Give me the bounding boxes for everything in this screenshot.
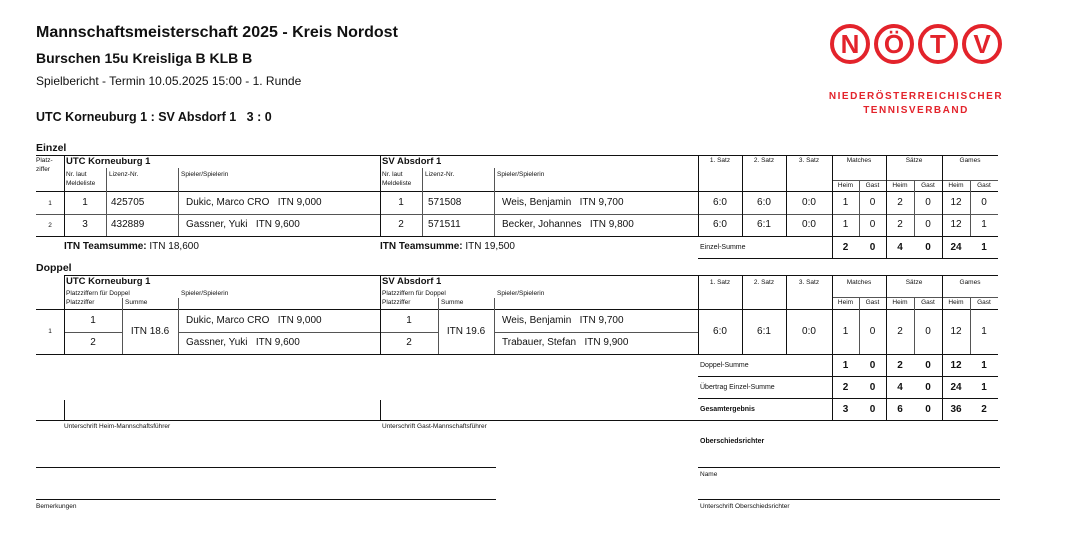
rule bbox=[380, 400, 381, 420]
rule bbox=[36, 236, 998, 237]
page-title: Mannschaftsmeisterschaft 2025 - Kreis Nordost bbox=[36, 24, 398, 41]
rule bbox=[36, 214, 998, 215]
matches-home: 1 bbox=[842, 197, 849, 208]
matches-away: 0 bbox=[869, 197, 876, 208]
games-away: 0 bbox=[981, 197, 987, 208]
away-player-2 bbox=[502, 337, 628, 348]
label-saetze: Sätze bbox=[905, 279, 923, 286]
player-name: Dukic, Marco CRO bbox=[186, 197, 270, 208]
label-games: Games bbox=[959, 157, 981, 164]
player-name: Trabauer, Stefan bbox=[502, 337, 577, 348]
label-gast: Gast bbox=[977, 299, 991, 306]
logo-letter: T bbox=[918, 24, 958, 64]
rule bbox=[698, 275, 699, 354]
logo-letter: Ö bbox=[874, 24, 914, 64]
label-satz1: 1. Satz bbox=[709, 279, 731, 286]
label-spieler: Spieler/Spielerin bbox=[497, 290, 545, 297]
label-lizenz: Lizenz-Nr. bbox=[425, 171, 455, 178]
games-away: 1 bbox=[981, 219, 987, 230]
label-spieler: Spieler/Spielerin bbox=[181, 290, 229, 297]
remarks-line bbox=[36, 467, 496, 468]
logo-line1: NIEDERÖSTERREICHISCHER bbox=[828, 91, 1004, 102]
rule bbox=[494, 332, 698, 333]
osr-signature-line bbox=[698, 499, 1000, 500]
label-meldeliste: Meldeliste bbox=[382, 180, 412, 187]
sum-games-home: 12 bbox=[950, 360, 962, 371]
label-gast: Gast bbox=[977, 182, 991, 189]
rule bbox=[942, 275, 943, 354]
label-spieler: Spieler/Spielerin bbox=[497, 171, 545, 178]
away-license: 571508 bbox=[428, 197, 462, 208]
label-gast: Gast bbox=[921, 182, 935, 189]
sum-matches-away: 0 bbox=[869, 360, 876, 371]
set3: 0:0 bbox=[802, 219, 816, 230]
rule bbox=[742, 275, 743, 354]
home-summe: ITN 18.6 bbox=[130, 326, 170, 337]
set3: 0:0 bbox=[802, 197, 816, 208]
player-name: Weis, Benjamin bbox=[502, 197, 572, 208]
home-license: 432889 bbox=[111, 219, 145, 230]
label-satz2: 2. Satz bbox=[753, 279, 775, 286]
sum-sets-home: 4 bbox=[897, 242, 903, 253]
label-doppel-summe: Doppel-Summe bbox=[700, 362, 749, 369]
sum-games-home: 24 bbox=[950, 242, 962, 253]
sets-home: 2 bbox=[897, 197, 903, 208]
label-lizenz: Lizenz-Nr. bbox=[109, 171, 139, 178]
report-info: Spielbericht - Termin 10.05.2025 15:00 - 1. Runde bbox=[36, 74, 302, 88]
sets-away: 0 bbox=[925, 326, 931, 337]
home-teamsumme bbox=[64, 241, 199, 252]
label-gast: Gast bbox=[865, 299, 880, 306]
rule bbox=[698, 258, 998, 259]
sum-sets-home: 2 bbox=[897, 360, 903, 371]
set1: 6:0 bbox=[713, 219, 727, 230]
label-gast: Gast bbox=[921, 299, 935, 306]
home-pz2: 2 bbox=[90, 337, 96, 348]
label-bemerkungen: Bemerkungen bbox=[36, 503, 77, 510]
label-satz3: 3. Satz bbox=[798, 157, 820, 164]
label-heim: Heim bbox=[837, 299, 854, 306]
sum-games-home: 24 bbox=[950, 382, 962, 393]
total-games-home: 36 bbox=[950, 404, 962, 415]
label-platzziffer: Platzziffer bbox=[382, 299, 411, 306]
rule bbox=[698, 376, 998, 377]
sum-games-away: 1 bbox=[981, 382, 987, 393]
away-player bbox=[502, 219, 634, 230]
sum-sets-away: 0 bbox=[925, 242, 931, 253]
sum-games-away: 1 bbox=[981, 360, 987, 371]
player-itn: ITN 9,600 bbox=[255, 219, 300, 230]
matches-home: 1 bbox=[842, 219, 849, 230]
label-platzziffer: Platzziffer bbox=[66, 299, 95, 306]
label-games: Games bbox=[959, 279, 981, 286]
away-pz1: 1 bbox=[406, 315, 412, 326]
label-summe: Summe bbox=[441, 299, 464, 306]
away-player bbox=[502, 197, 624, 208]
home-player-1 bbox=[186, 315, 322, 326]
player-name: Dukic, Marco CRO bbox=[186, 315, 270, 326]
rule bbox=[64, 400, 65, 420]
set3: 0:0 bbox=[802, 326, 816, 337]
away-pz2: 2 bbox=[406, 337, 412, 348]
rule bbox=[832, 275, 833, 354]
name-line bbox=[698, 467, 1000, 468]
games-away: 1 bbox=[981, 326, 987, 337]
sum-matches-home: 2 bbox=[842, 242, 849, 253]
matches-home: 1 bbox=[842, 326, 849, 337]
sets-home: 2 bbox=[897, 219, 903, 230]
label-gesamt: Gesamtergebnis bbox=[700, 406, 755, 413]
player-itn: ITN 9,000 bbox=[277, 315, 322, 326]
rule bbox=[106, 168, 107, 236]
label-pz-doppel: Platzziffern für Doppel bbox=[382, 290, 446, 297]
match-title bbox=[36, 110, 272, 124]
away-team-name: SV Absdorf 1 bbox=[382, 156, 442, 167]
match-score: 3 : 0 bbox=[246, 110, 272, 124]
games-home: 12 bbox=[950, 197, 962, 208]
sum-sets-away: 0 bbox=[925, 382, 931, 393]
match-teams: UTC Korneuburg 1 : SV Absdorf 1 bbox=[36, 110, 237, 124]
label-heim: Heim bbox=[837, 182, 854, 189]
home-team-name: UTC Korneuburg 1 bbox=[66, 276, 151, 287]
player-name: Weis, Benjamin bbox=[502, 315, 572, 326]
label-heim: Heim bbox=[892, 299, 908, 306]
sum-matches-home: 1 bbox=[842, 360, 849, 371]
label-spieler: Spieler/Spielerin bbox=[181, 171, 229, 178]
rule bbox=[64, 332, 122, 333]
sets-home: 2 bbox=[897, 326, 903, 337]
label-heim: Heim bbox=[948, 182, 964, 189]
away-nr: 1 bbox=[398, 197, 404, 208]
label-nr-laut: Nr. laut bbox=[66, 171, 87, 178]
home-team-name: UTC Korneuburg 1 bbox=[66, 156, 151, 167]
player-itn: ITN 9,700 bbox=[579, 197, 624, 208]
rule bbox=[494, 168, 495, 236]
label-satz2: 2. Satz bbox=[753, 157, 775, 164]
player-itn: ITN 9,600 bbox=[255, 337, 300, 348]
sum-matches-home: 2 bbox=[842, 382, 849, 393]
set2: 6:0 bbox=[757, 197, 771, 208]
label-matches: Matches bbox=[846, 157, 872, 164]
signature-line bbox=[36, 420, 698, 421]
away-player-1 bbox=[502, 315, 624, 326]
total-sets-home: 6 bbox=[897, 404, 903, 415]
label-platzziffer: ziffer bbox=[36, 166, 50, 173]
rule bbox=[380, 332, 438, 333]
sum-matches-away: 0 bbox=[869, 242, 876, 253]
platzziffer: 1 bbox=[48, 200, 52, 207]
label-einzel-summe: Einzel-Summe bbox=[700, 244, 746, 251]
label-nr-laut: Nr. laut bbox=[382, 171, 403, 178]
set1: 6:0 bbox=[713, 197, 727, 208]
away-nr: 2 bbox=[398, 219, 404, 230]
home-pz1: 1 bbox=[90, 315, 96, 326]
set1: 6:0 bbox=[713, 326, 727, 337]
rule bbox=[36, 354, 998, 355]
label-pz-doppel: Platzziffern für Doppel bbox=[66, 290, 130, 297]
teamsumme-label: ITN Teamsumme: bbox=[64, 241, 147, 252]
player-name: Gassner, Yuki bbox=[186, 337, 248, 348]
total-sets-away: 0 bbox=[925, 404, 931, 415]
teamsumme-value: ITN 18,600 bbox=[149, 241, 199, 252]
label-satz1: 1. Satz bbox=[709, 157, 731, 164]
platzziffer: 1 bbox=[48, 328, 52, 335]
set2: 6:1 bbox=[757, 219, 771, 230]
player-name: Becker, Johannes bbox=[502, 219, 582, 230]
away-teamsumme bbox=[380, 241, 515, 252]
sets-away: 0 bbox=[925, 219, 931, 230]
label-saetze: Sätze bbox=[905, 157, 923, 164]
sets-away: 0 bbox=[925, 197, 931, 208]
section-doppel: Doppel bbox=[36, 262, 72, 274]
sum-games-away: 1 bbox=[981, 242, 987, 253]
player-itn: ITN 9,000 bbox=[277, 197, 322, 208]
home-nr: 3 bbox=[82, 219, 88, 230]
total-games-away: 2 bbox=[981, 404, 987, 415]
remarks-line bbox=[36, 499, 496, 500]
rule bbox=[698, 420, 998, 421]
home-license: 425705 bbox=[111, 197, 145, 208]
teamsumme-label: ITN Teamsumme: bbox=[380, 241, 463, 252]
league-name: Burschen 15u Kreisliga B KLB B bbox=[36, 50, 253, 66]
player-itn: ITN 9,900 bbox=[584, 337, 629, 348]
label-heim: Heim bbox=[948, 299, 964, 306]
label-summe: Summe bbox=[125, 299, 148, 306]
rule bbox=[494, 298, 495, 354]
label-heim: Heim bbox=[892, 182, 908, 189]
away-license: 571511 bbox=[428, 219, 461, 230]
games-home: 12 bbox=[950, 219, 962, 230]
label-unterschrift-osr: Unterschrift Oberschiedsrichter bbox=[700, 503, 790, 510]
label-uebertrag: Übertrag Einzel-Summe bbox=[700, 384, 775, 391]
home-nr: 1 bbox=[82, 197, 88, 208]
games-home: 12 bbox=[950, 326, 962, 337]
rule bbox=[786, 275, 787, 354]
rule bbox=[36, 309, 998, 310]
home-player-2 bbox=[186, 337, 300, 348]
rule bbox=[178, 298, 179, 354]
total-matches-home: 3 bbox=[842, 404, 849, 415]
logo-letter: V bbox=[962, 24, 1002, 64]
rule bbox=[178, 332, 380, 333]
sum-sets-away: 0 bbox=[925, 360, 931, 371]
label-matches: Matches bbox=[846, 279, 872, 286]
rule bbox=[832, 297, 998, 298]
home-player bbox=[186, 197, 322, 208]
rule bbox=[64, 275, 998, 276]
set2: 6:1 bbox=[757, 326, 771, 337]
label-satz3: 3. Satz bbox=[798, 279, 820, 286]
matches-away: 0 bbox=[869, 219, 876, 230]
logo-letter: N bbox=[830, 24, 870, 64]
noetv-logo bbox=[826, 24, 1006, 76]
home-player bbox=[186, 219, 300, 230]
label-platzziffer: Platz- bbox=[36, 157, 53, 164]
rule bbox=[178, 168, 179, 236]
total-matches-away: 0 bbox=[869, 404, 876, 415]
logo-line2: TENNISVERBAND bbox=[863, 105, 969, 116]
label-oberschiedsrichter: Oberschiedsrichter bbox=[700, 438, 765, 445]
label-gast: Gast bbox=[865, 182, 880, 189]
player-name: Gassner, Yuki bbox=[186, 219, 248, 230]
rule bbox=[422, 168, 423, 236]
label-meldeliste: Meldeliste bbox=[66, 180, 96, 187]
player-itn: ITN 9,800 bbox=[589, 219, 634, 230]
rule bbox=[36, 191, 998, 192]
rule bbox=[832, 180, 998, 181]
section-einzel: Einzel bbox=[36, 142, 67, 154]
sum-sets-home: 4 bbox=[897, 382, 903, 393]
label-name: Name bbox=[700, 471, 718, 478]
rule bbox=[698, 398, 998, 399]
label-unterschrift-gast: Unterschrift Gast-Mannschaftsführer bbox=[382, 423, 487, 430]
rule bbox=[886, 275, 887, 354]
rule bbox=[36, 155, 998, 156]
teamsumme-value: ITN 19,500 bbox=[465, 241, 515, 252]
platzziffer: 2 bbox=[48, 222, 52, 229]
label-unterschrift-heim: Unterschrift Heim-Mannschaftsführer bbox=[64, 423, 171, 430]
sum-matches-away: 0 bbox=[869, 382, 876, 393]
matches-away: 0 bbox=[869, 326, 876, 337]
player-itn: ITN 9,700 bbox=[579, 315, 624, 326]
away-summe: ITN 19.6 bbox=[446, 326, 486, 337]
away-team-name: SV Absdorf 1 bbox=[382, 276, 442, 287]
